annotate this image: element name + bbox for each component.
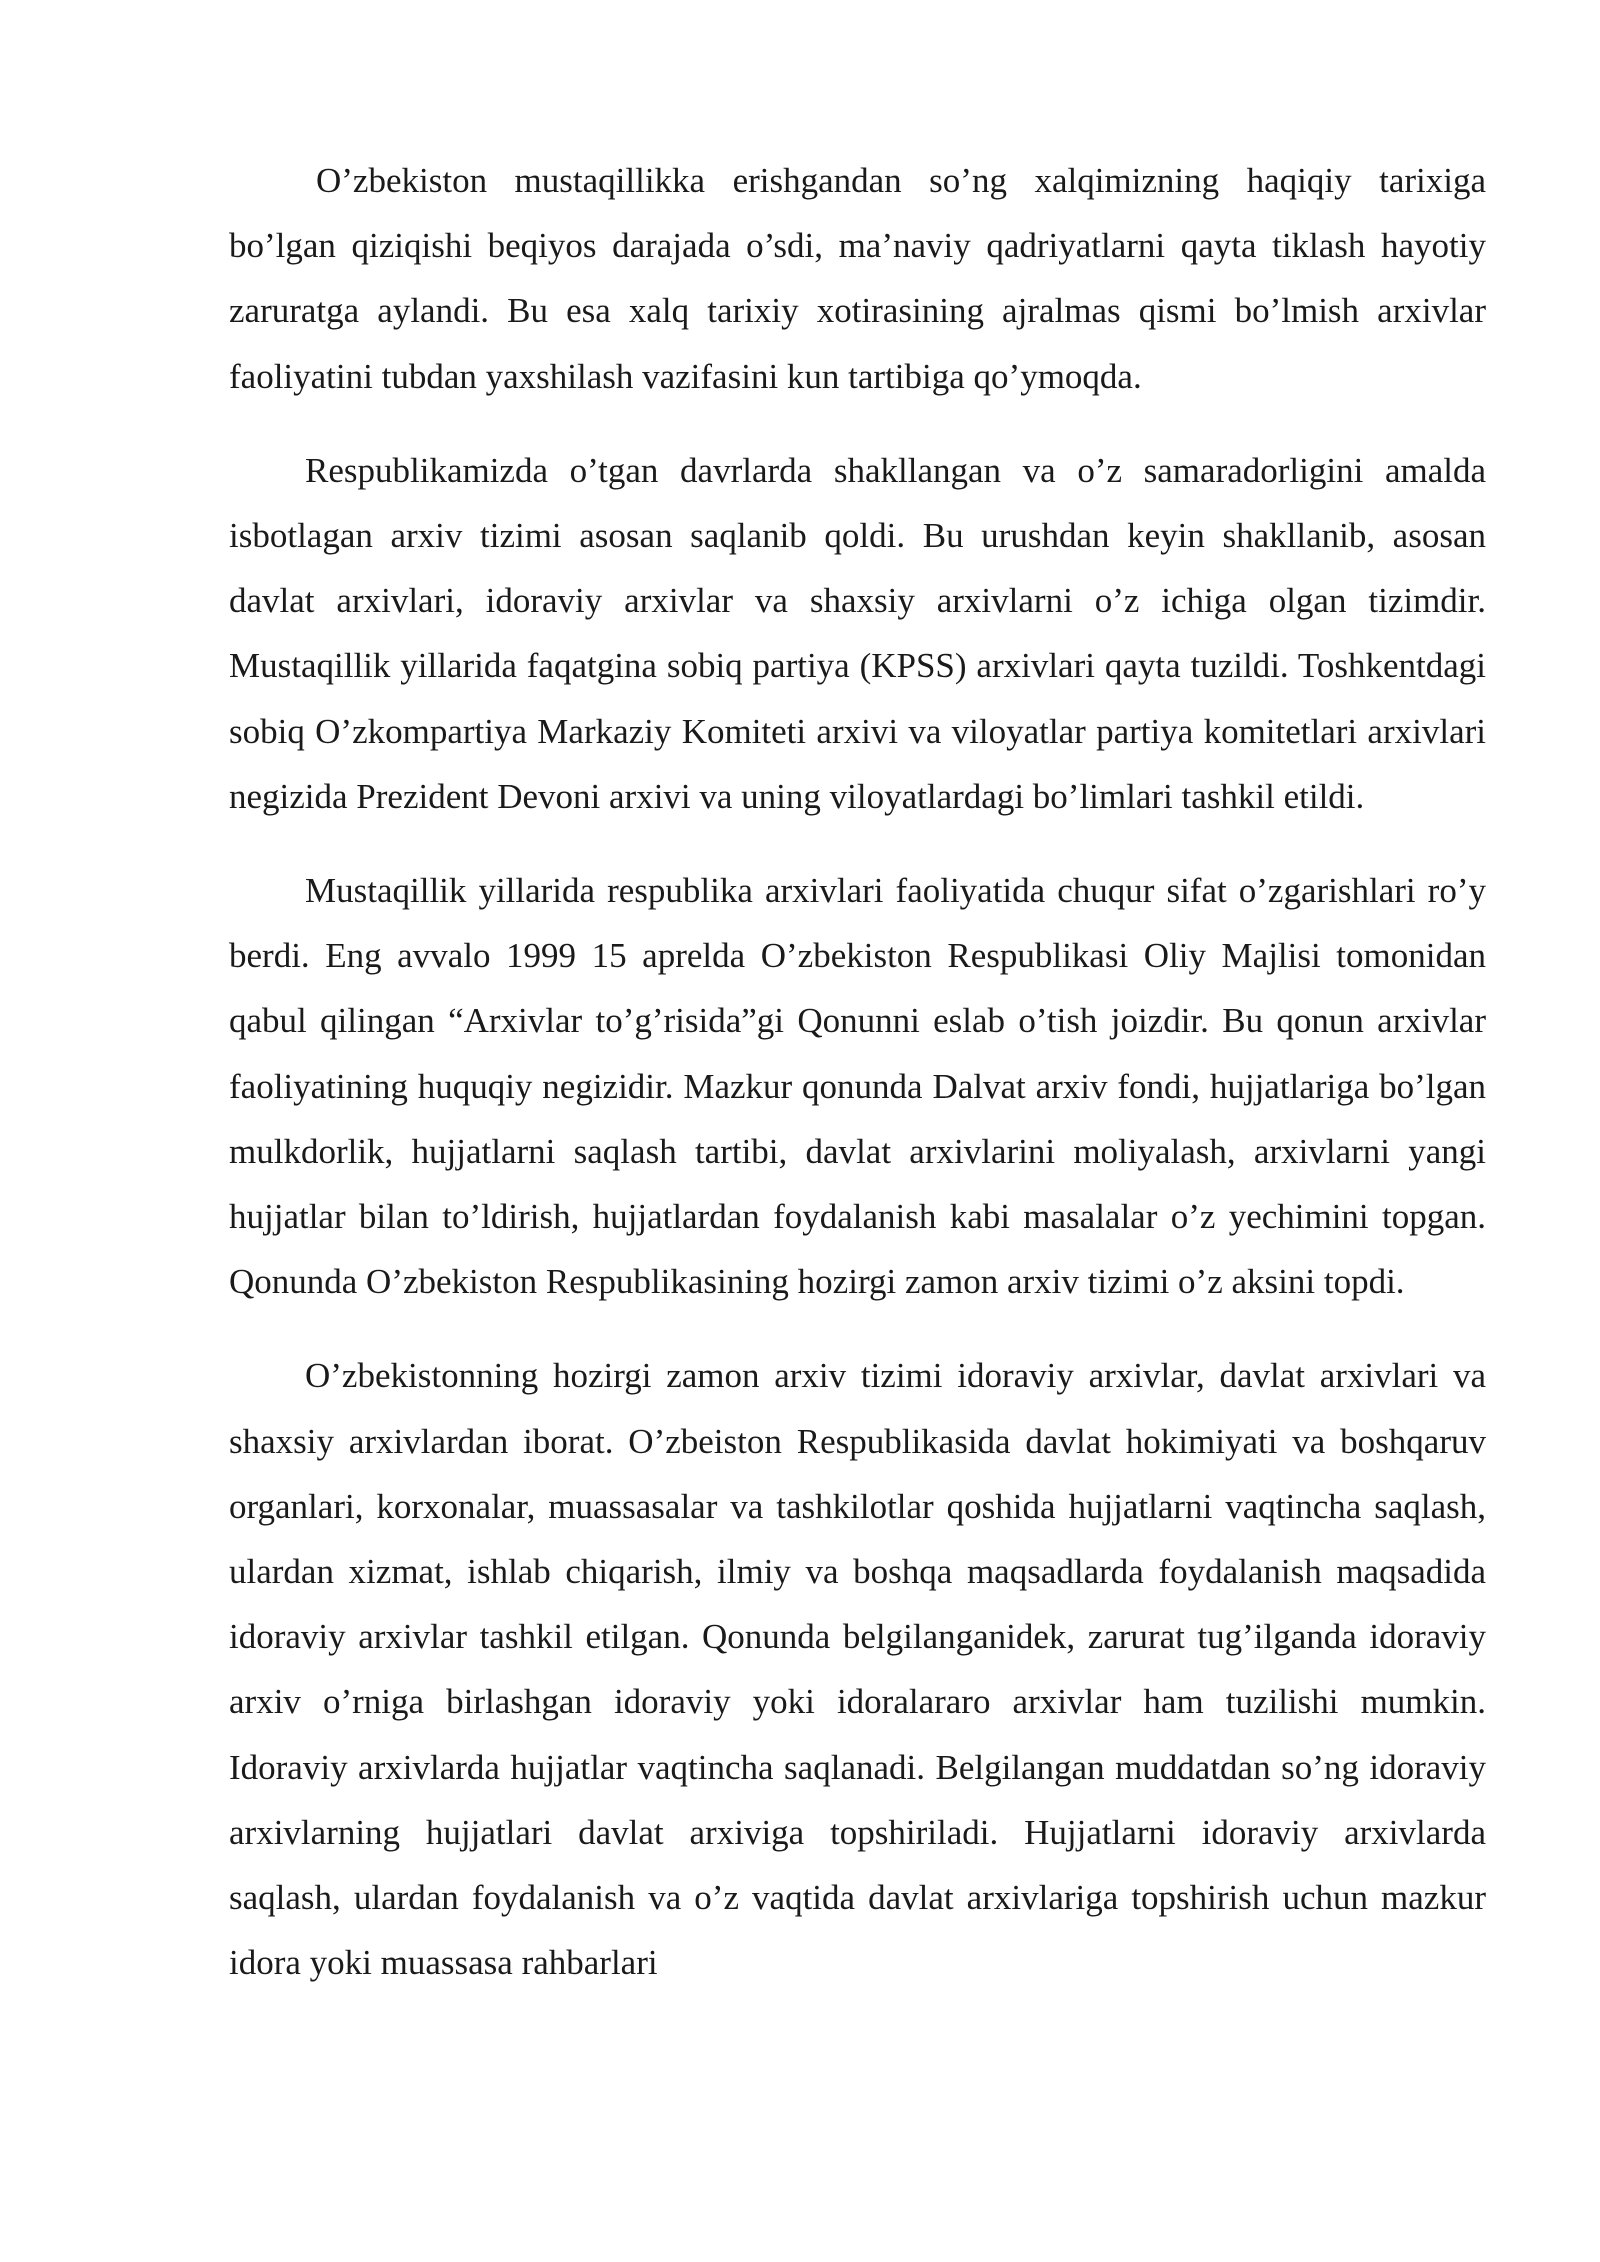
paragraph-archives-law: Mustaqillik yillarida respublika arxivlari faoliyatida chuqur sifat o’zgarishlari ro’y berdi. Eng avvalo 1999 15 aprelda O’zbekiston Respublikasi Oliy Majlisi tomonidan qabul qilingan “Arxivlar to’g’risida”gi Qonunni eslab o’tish joizdir. Bu qonun arxivlar faoliyatining huquqiy negizidir. Mazkur qonunda Dalvat arxiv fondi, hujjatlariga bo’lgan mulkdorlik, hujjatlarni saqlash tartibi, davlat arxivlarini moliyalash, arxivlarni yangi hujjatlar bilan to’ldirish, hujjatlardan foydalanish kabi masalalar o’z yechimini topgan. Qonunda O’zbekiston Respublikasining hozirgi zamon arxiv tizimi o’z aksini topdi. [229, 871, 1486, 1302]
paragraph-independence-archives: O’zbekiston mustaqillikka erishgandan so’ng xalqimizning haqiqiy tarixiga bo’lgan qiziqishi beqiyos darajada o’sdi, ma’naviy qadriyatlarni qayta tiklash hayotiy zaruratga aylandi. Bu esa xalq tarixiy xotirasining ajralmas qismi bo’lmish arxivlar faoliyatini tubdan yaxshilash vazifasini kun tartibiga qo’ymoqda. [229, 161, 1486, 396]
paragraph-archive-system-preserved: Respublikamizda o’tgan davrlarda shakllangan va o’z samaradorligini amalda isbotlagan arxiv tizimi asosan saqlanib qoldi. Bu urushdan keyin shakllanib, asosan davlat arxivlari, idoraviy arxivlar va shaxsiy arxivlarni o’z ichiga olgan tizimdir. Mustaqillik yillarida faqatgina sobiq partiya (KPSS) arxivlari qayta tuzildi. Toshkentdagi sobiq O’zkompartiya Markaziy Komiteti arxivi va viloyatlar partiya komitetlari arxivlari negizida Prezident Devoni arxivi va uning viloyatlardagi bo’limlari tashkil etildi. [229, 450, 1486, 816]
document-body [229, 148, 1486, 1995]
paragraph-modern-archive-system: O’zbekistonning hozirgi zamon arxiv tizimi idoraviy arxivlar, davlat arxivlari va shaxsiy arxivlardan iborat. O’zbeiston Respublikasida davlat hokimiyati va boshqaruv organlari, korxonalar, muassasalar va tashkilotlar qoshida hujjatlarni vaqtincha saqlash, ulardan xizmat, ishlab chiqarish, ilmiy va boshqa maqsadlarda foydalanish maqsadida idoraviy arxivlar tashkil etilgan. Qonunda belgilanganidek, zarurat tug’ilganda idoraviy arxiv o’rniga birlashgan idoraviy yoki idoralararo arxivlar ham tuzilishi mumkin. Idoraviy arxivlarda hujjatlar vaqtincha saqlanadi. Belgilangan muddatdan so’ng idoraviy arxivlarning hujjatlari davlat arxiviga topshiriladi. Hujjatlarni idoraviy arxivlarda saqlash, ulardan foydalanish va o’z vaqtida davlat arxivlariga topshirish uchun mazkur idora yoki muassasa rahbarlari [229, 1356, 1486, 1983]
